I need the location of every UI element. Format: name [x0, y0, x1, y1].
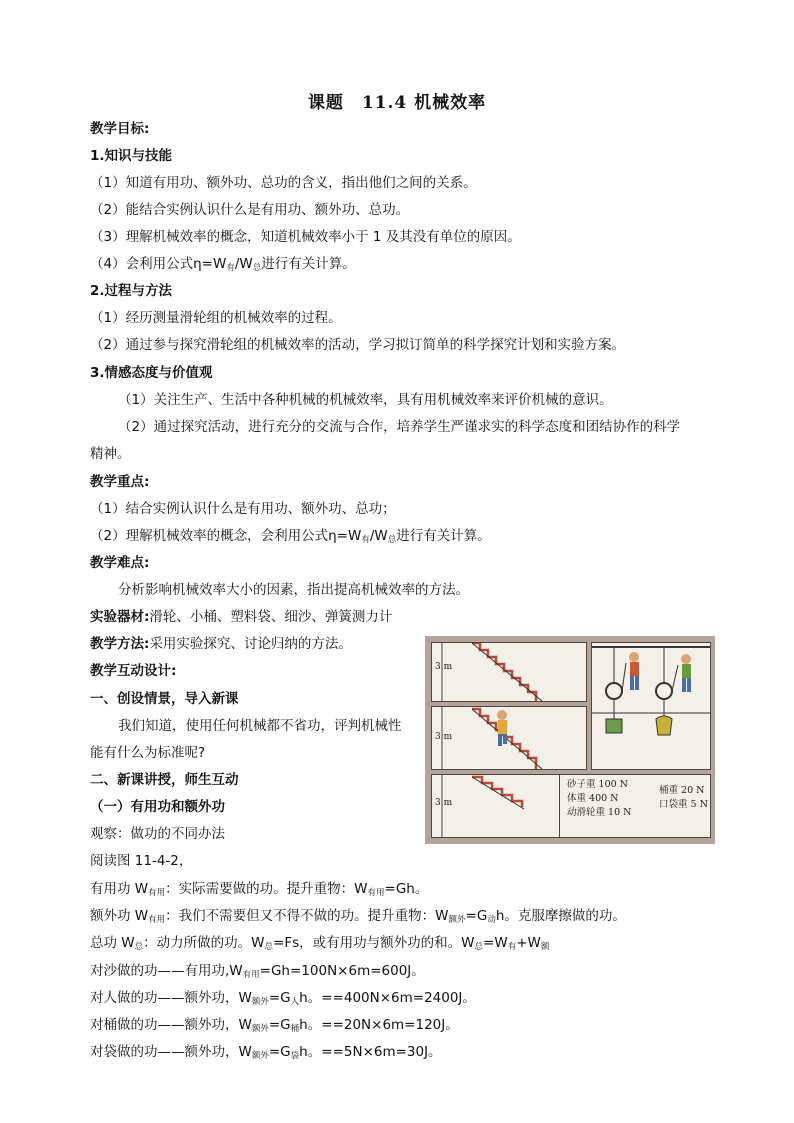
objective-item: （1）关注生产、生活中各种机械的机械效率，具有用机械效率来评价机械的意识。: [118, 392, 613, 408]
intro-text-cont: 能有什么为标准呢?: [90, 745, 206, 761]
info-body: 体重 400 N: [567, 793, 619, 804]
stair-panel-top: [431, 642, 587, 702]
method-line: 教学方法:采用实验探究、讨论归纳的方法。: [90, 636, 352, 652]
section-process: 2.过程与方法: [90, 283, 173, 299]
height-label: 3 m: [435, 662, 453, 672]
total-work-def: 总功 $W_总$：动力所做的功。$W_总=Fs$，或有用功与额外功的和。$W_总=W_有+W_额$: [90, 935, 550, 952]
objective-item: （1）经历测量滑轮组的机械效率的过程。: [90, 310, 342, 326]
subsection-heading: （一）有用功和额外功: [90, 799, 225, 815]
objective-item-formula: （4）会利用公式$\eta=W_有/W_总$进行有关计算。: [90, 256, 356, 273]
objective-item: （2）通过参与探究滑轮组的机械效率的活动，学习拟订简单的科学探究计划和实验方案。: [90, 337, 626, 353]
objective-item: （3）理解机械效率的概念，知道机械效率小于 1 及其没有单位的原因。: [90, 229, 521, 245]
pulley-icon: [592, 643, 710, 769]
section-knowledge: 1.知识与技能: [90, 148, 173, 164]
observe-text: 观察：做功的不同办法: [90, 826, 225, 842]
staircase-icon: [432, 707, 586, 769]
objective-item: （1）知道有用功、额外功、总功的含义，指出他们之间的关系。: [90, 175, 477, 191]
objective-item: （2）能结合实例认识什么是有用功、额外功、总功。: [90, 202, 410, 218]
difficulty-text: 分析影响机械效率大小的因素，指出提高机械效率的方法。: [118, 582, 469, 598]
key-point-item-formula: （2）理解机械效率的概念，会利用公式$\eta=W_有/W_总$进行有关计算。: [90, 528, 491, 545]
key-points-heading: 教学重点:: [90, 474, 150, 490]
section-attitude: 3.情感态度与价值观: [90, 365, 213, 381]
stair-panel-middle: [431, 706, 587, 770]
extra-work-def: 额外功 $W_{有用}$：我们不需要但又不得不做的功。提升重物：$W_{额外}=G_动h$。克服摩擦做的功。: [90, 908, 626, 925]
height-label: 3 m: [435, 798, 453, 808]
info-bucket: 桶重 20 N: [659, 785, 705, 796]
intro-text: 我们知道，使用任何机械都不省功，评判机械性: [118, 718, 402, 734]
info-bag: 口袋重 5 N: [659, 799, 708, 810]
pulley-panel: [591, 642, 711, 770]
info-pulley: 动滑轮重 10 N: [567, 807, 632, 818]
part-one-heading: 一、创设情景，导入新课: [90, 691, 239, 707]
calc-bucket: 对桶做的功——额外功，$W_{额外}=G_桶h$。==20N×6m=120J。: [90, 1017, 459, 1034]
height-label: 3 m: [435, 732, 453, 742]
page-title: 课题 11.4 机械效率: [307, 93, 487, 113]
objective-item-cont: 精神。: [90, 446, 131, 462]
info-right: [659, 784, 708, 812]
materials-line: 实验器材:滑轮、小桶、塑料袋、细沙、弹簧测力计: [90, 609, 393, 625]
info-left: [567, 778, 631, 820]
difficulty-heading: 教学难点:: [90, 555, 150, 571]
read-text: 阅读图 11-4-2，: [90, 853, 193, 869]
calc-bag: 对袋做的功——额外功，$W_{额外}=G_袋h$。==5N×6m=30J。: [90, 1044, 442, 1061]
useful-work-def: 有用功 $W_{有用}$：实际需要做的功。提升重物：$W_{有用}=Gh$。: [90, 881, 429, 898]
info-sand: 砂子重 100 N: [567, 779, 628, 790]
key-point-item: （1）结合实例认识什么是有用功、额外功、总功；: [90, 501, 396, 517]
objectives-heading: 教学目标:: [90, 121, 150, 137]
calc-person: 对人做的功——额外功，$W_{额外}=G_人h$。==400N×6m=2400J。: [90, 990, 476, 1007]
part-two-heading: 二、新课讲授，师生互动: [90, 772, 239, 788]
objective-item: （2）通过探究活动，进行充分的交流与合作，培养学生严谨求实的科学态度和团结协作的科学: [118, 419, 681, 435]
staircase-icon: [432, 643, 586, 701]
work-methods-figure: [425, 636, 715, 844]
calc-sand: 对沙做的功——有用功$,W_{有用}=Gh=100N\times 6m=600J$。: [90, 963, 425, 980]
design-heading: 教学互动设计:: [90, 663, 177, 679]
